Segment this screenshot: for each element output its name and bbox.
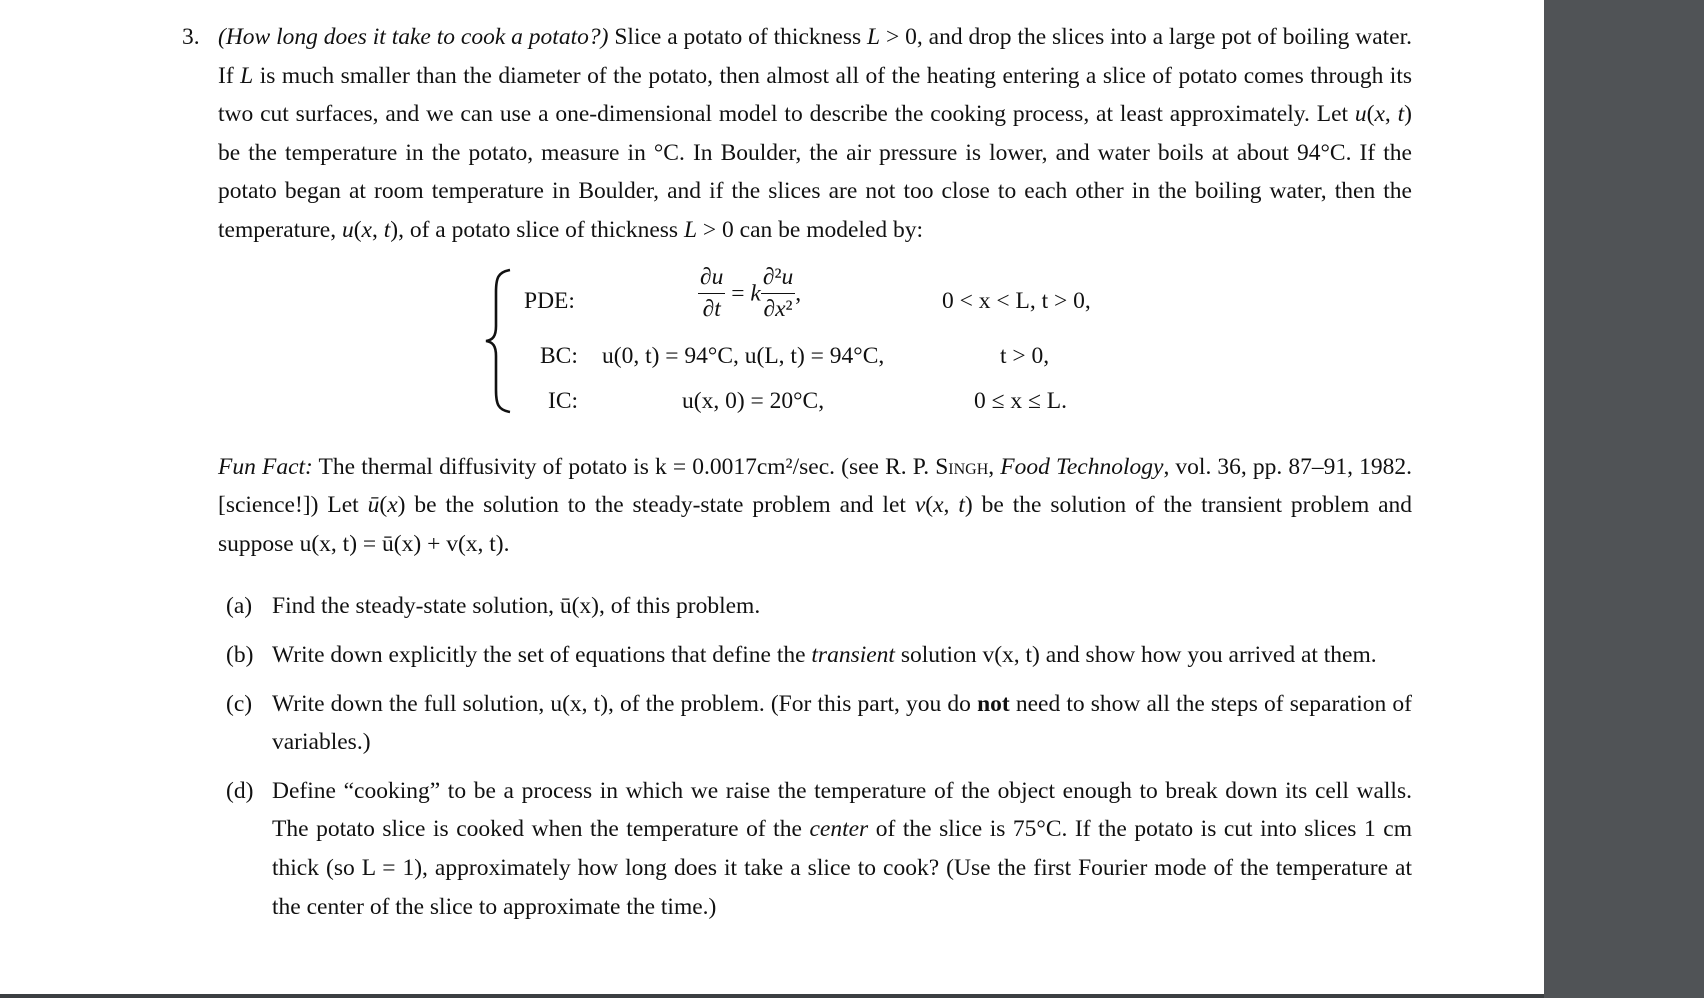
ic-label: IC:	[548, 387, 579, 414]
ic-domain: 0 ≤ x ≤ L.	[974, 387, 1068, 414]
bc-equation: u(0, t) = 94°C, u(L, t) = 94°C,	[602, 342, 885, 369]
pde-equation: $\frac{\partial u}{\partial t}$ = k $\frac{\text{∂²u}}{\text{∂x²}}$ ,	[700, 263, 802, 323]
fun-fact: Fun Fact: The thermal diffusivity of potato is k = 0.0017cm²/sec. (see R. P. Singh, Food Technology, vol. 36, pp. 87–91, 1982. [science!]) Let ū(x) be the solution to the steady-state problem and let v(x, t) be the solution of the transient problem and suppose u(x, t) = ū(x) + v(x, t).	[218, 453, 1413, 557]
part-b: (b) Write down explicitly the set of equations that define the transient solution v(x, t) and show how you arrived at them.	[226, 641, 1377, 668]
part-d: (d) Define “cooking” to be a process in which we raise the temperature of the object enough to break down its cell walls. The potato slice is cooked when the temperature of the center of the slice is 75°C. If the potato is cut into slices 1 cm thick (so L = 1), approximately how long does it take a slice to cook? (Use the first Fourier mode of the temperature at the center of the slice to approximate the time.)	[226, 777, 1413, 920]
page-bottom-edge	[0, 994, 1544, 998]
problem-intro: 3. (How long does it take to cook a potato?) Slice a potato of thickness L > 0, and drop the slices into a large pot of boiling water. If L is much smaller than the diameter of the potato, then almost all of the heating entering a slice of potato comes through its two cut surfaces, and we can use a one-dimensional model to describe the cooking process, at least approximately. Let u(x, t) be the temperature in the potato, measure in °C. In Boulder, the air pressure is lower, and water boils at about 94°C. If the potato began at room temperature in Boulder, and if the slices are not too close to each other in the boiling water, then the temperature, u(x, t), of a potato slice of thickness L > 0 can be modeled by:	[182, 18, 1412, 250]
ic-equation: u(x, 0) = 20°C,	[682, 387, 825, 414]
part-c: (c) Write down the full solution, u(x, t), of the problem. (For this part, you do not need to show all the steps of separation of variables.)	[226, 690, 1412, 756]
pde-system	[182, 264, 1412, 440]
left-brace	[484, 268, 514, 414]
pde-domain: 0 < x < L, t > 0,	[942, 287, 1091, 314]
bc-label: BC:	[540, 342, 578, 369]
problem-number: 3.	[182, 24, 200, 50]
problem-title: (How long does it take to cook a potato?)	[218, 24, 609, 50]
bc-domain: t > 0,	[1000, 342, 1050, 369]
parts-list	[182, 587, 1412, 926]
pde-label: PDE:	[524, 287, 575, 314]
viewer-background	[1544, 0, 1704, 998]
part-a: (a) Find the steady-state solution, ū(x), of this problem.	[226, 593, 761, 620]
problem-3	[182, 18, 1412, 936]
